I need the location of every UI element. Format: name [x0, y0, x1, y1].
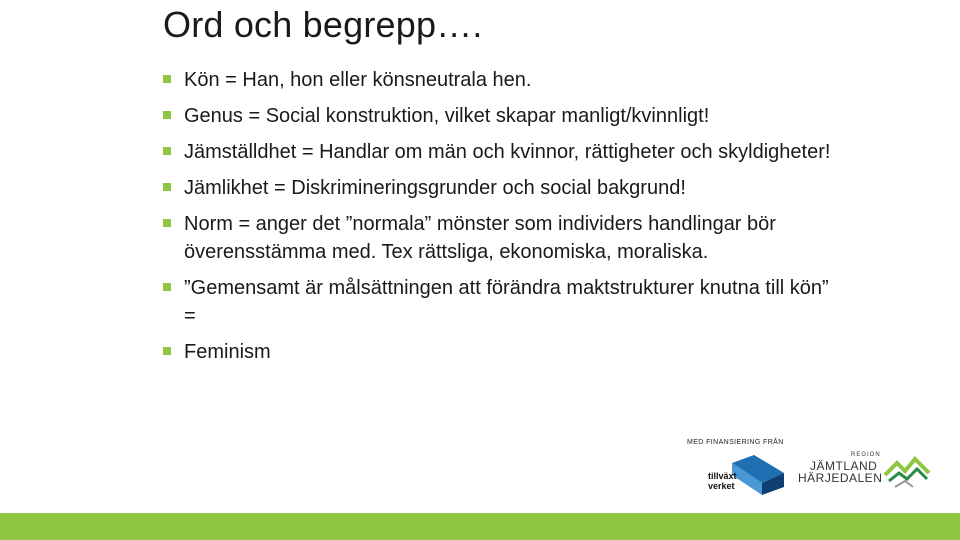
bullet-list: [163, 66, 843, 374]
region-name-jamtland: JÄMTLAND: [810, 459, 878, 473]
bullet-text: Jämställdhet = Handlar om män och kvinnor, rättigheter och skyldigheter!: [184, 141, 831, 163]
region-name-harjedalen: HÄRJEDALEN: [798, 471, 883, 485]
bullet-item: [163, 138, 843, 166]
bullet-text: Feminism: [184, 341, 271, 363]
bullet-square-icon: [163, 283, 171, 291]
bullet-text: Genus = Social konstruktion, vilket skapar manligt/kvinnligt!: [184, 105, 710, 127]
region-label: REGION: [851, 452, 881, 458]
bullet-square-icon: [163, 183, 171, 191]
bullet-text: Kön = Han, hon eller könsneutrala hen.: [184, 69, 532, 91]
bullet-item: [163, 102, 843, 130]
financing-label: MED FINANSIERING FRÅN: [687, 439, 784, 446]
partner-logos: [680, 438, 940, 498]
bullet-square-icon: [163, 111, 171, 119]
tillvaxtverket-wordmark: tillväxt verket: [708, 471, 737, 491]
bullet-item: [163, 210, 843, 266]
bullet-square-icon: [163, 147, 171, 155]
bullet-item: [163, 66, 843, 94]
region-mountains-icon: [883, 451, 931, 491]
bullet-square-icon: [163, 347, 171, 355]
bullet-text: Norm = anger det ”normala” mönster som individers handlingar bör överensstämma med. Tex rättsliga, ekonomiska, moraliska.: [184, 213, 776, 263]
bullet-item: [163, 338, 843, 366]
slide-title: Ord och begrepp….: [163, 4, 483, 45]
bullet-item: [163, 274, 843, 330]
footer-accent-bar: [0, 513, 960, 540]
bullet-text: ”Gemensamt är målsättningen att förändra maktstrukturer knutna till kön” =: [184, 277, 829, 327]
bullet-text: Jämlikhet = Diskrimineringsgrunder och social bakgrund!: [184, 177, 686, 199]
bullet-item: [163, 174, 843, 202]
bullet-square-icon: [163, 219, 171, 227]
bullet-square-icon: [163, 75, 171, 83]
